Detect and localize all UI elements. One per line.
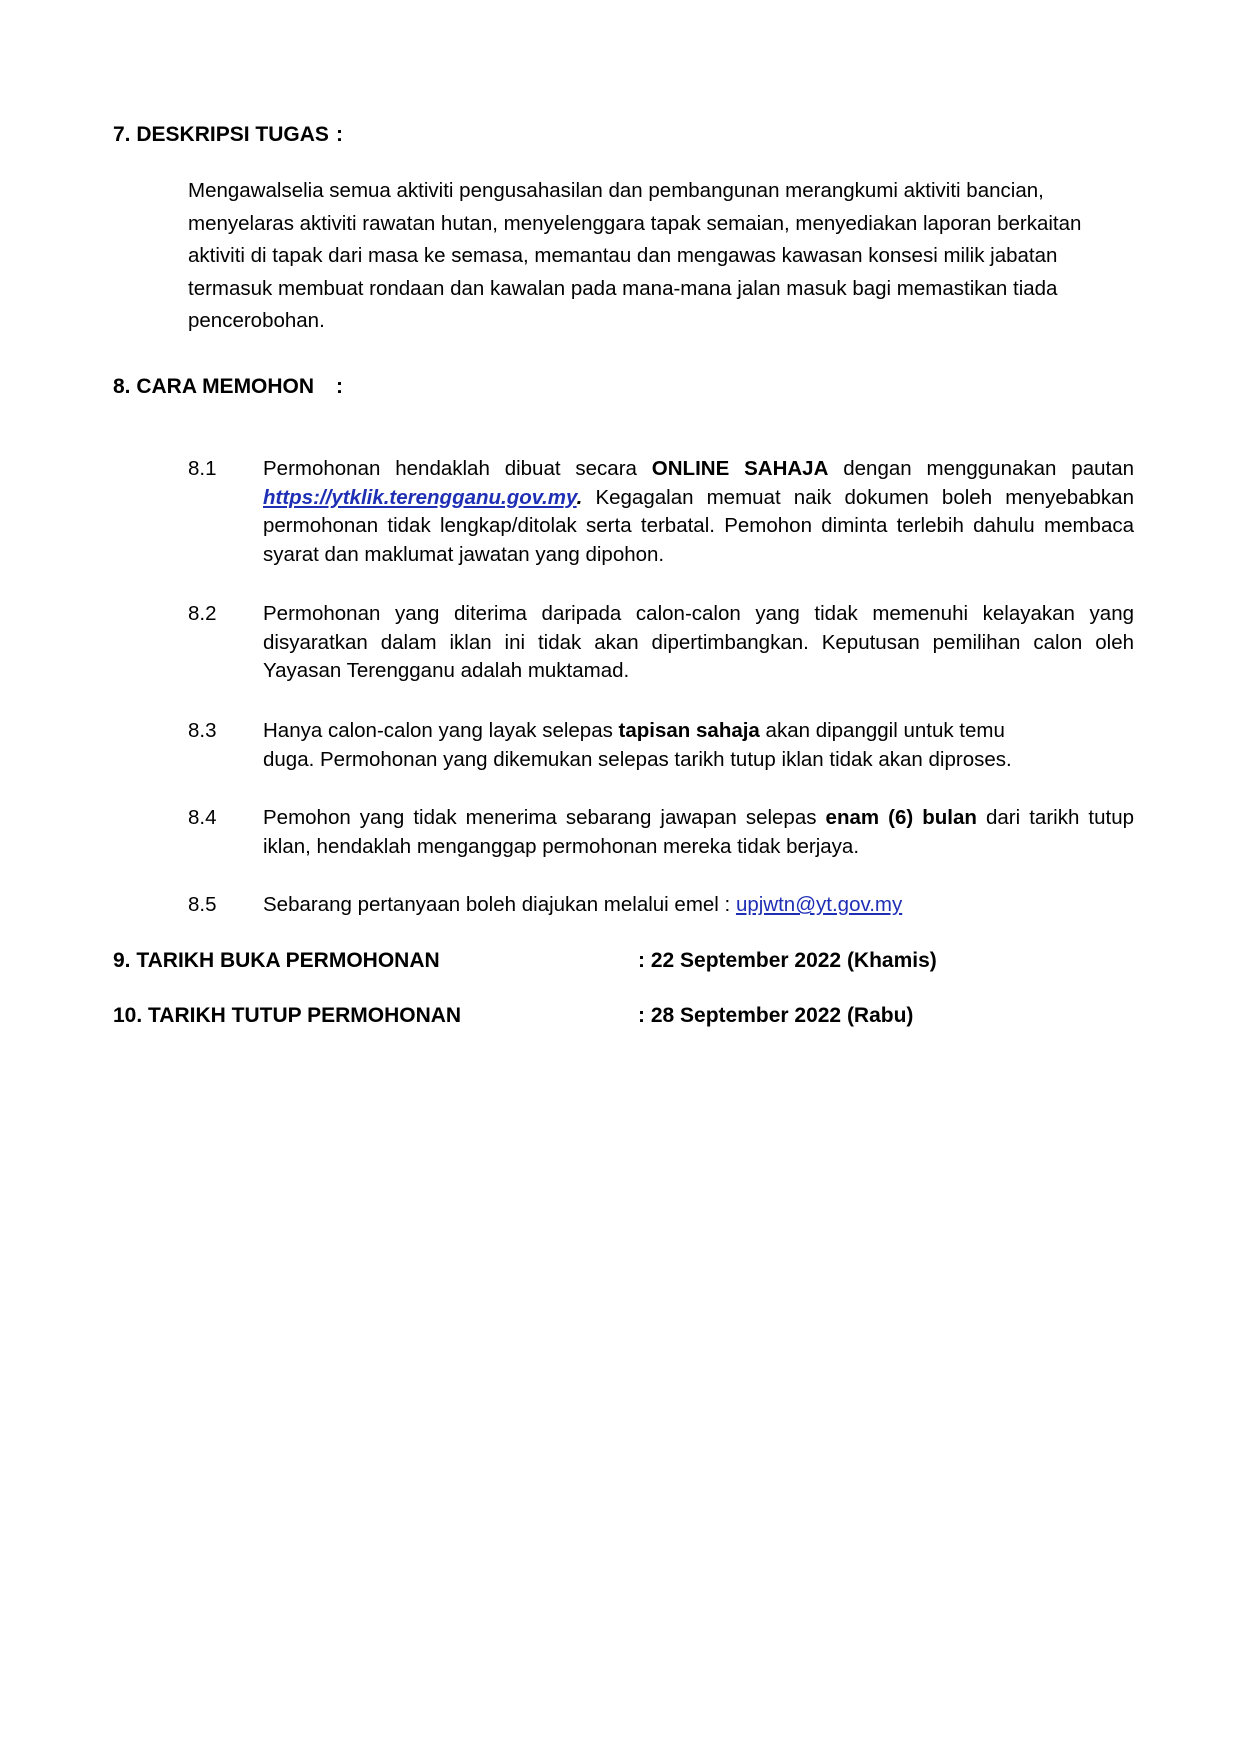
close-date-label: 10. TARIKH TUTUP PERMOHONAN (113, 1004, 462, 1027)
text-run: Sebarang pertanyaan boleh diajukan melalui emel : (263, 893, 736, 916)
tapisan-sahaja-bold: tapisan sahaja (618, 719, 760, 742)
section-7-heading (113, 122, 343, 148)
item-text: Permohonan yang diterima daripada calon-calon yang tidak memenuhi kelayakan yang disyaratkan dalam iklan ini tidak akan dipertimbangkan. Keputusan pemilihan calon oleh Yayasan Terengganu adalah muktamad. (263, 602, 1134, 682)
text-run: akan dipanggil untuk temu (759, 719, 1005, 742)
text-run: duga. Permohonan yang dikemukan selepas tarikh tutup iklan tidak akan diproses. (263, 747, 1012, 771)
contact-email-link[interactable]: upjwtn@yt.gov.my (735, 893, 903, 916)
section-7-colon: : (336, 123, 343, 146)
item-text (263, 455, 1134, 569)
enam-bulan-bold: enam (6) bulan (825, 806, 977, 829)
text-run: Kegagalan memuat naik dokumen boleh menyebabkan permohonan tidak lengkap/ditolak serta terbatal. Pemohon diminta terlebih dahulu membaca syarat dan maklumat jawatan yang dipohon. (263, 485, 1134, 566)
section-7-description (188, 175, 1088, 338)
description-line: termasuk membuat rondaan dan kawalan pada mana-mana jalan masuk bagi memastikan tiada (188, 276, 1058, 300)
description-line: aktiviti di tapak dari masa ke semasa, memantau dan mengawas kawasan konsesi milik jabatan (188, 244, 1058, 267)
item-8-4 (188, 804, 1134, 861)
item-number: 8.1 (188, 457, 217, 480)
text-run: dari tarikh tutup iklan, hendaklah menganggap permohonan mereka tidak berjaya. (263, 806, 1135, 858)
description-line: pencerobohan. (188, 309, 325, 332)
text-run: dengan menggunakan pautan (828, 457, 1134, 480)
item-text (263, 804, 1134, 861)
item-8-5 (188, 891, 1134, 920)
open-date-label: 9. TARIKH BUKA PERMOHONAN (113, 949, 440, 972)
text-run: Hanya calon-calon yang layak selepas (263, 719, 619, 742)
item-8-3 (188, 717, 1134, 774)
item-8-2 (188, 600, 1134, 686)
item-number: 8.4 (188, 806, 217, 829)
item-number: 8.5 (188, 893, 217, 916)
section-7-title: 7. DESKRIPSI TUGAS (113, 123, 329, 146)
text-run: Pemohon yang tidak menerima sebarang jawapan selepas (263, 806, 826, 829)
section-8-title: 8. CARA MEMOHON (113, 375, 315, 398)
text-run: Permohonan hendaklah dibuat secara (263, 457, 652, 480)
close-date-value: : 28 September 2022 (Rabu) (638, 1004, 914, 1027)
description-line: Mengawalselia semua aktiviti pengusahasilan dan pembangunan merangkumi aktiviti bancian, (188, 179, 1044, 202)
item-8-1 (188, 455, 1134, 569)
item-text (263, 891, 1134, 920)
text-run: . (576, 485, 583, 509)
application-portal-link[interactable]: https://ytklik.terengganu.gov.my (263, 485, 577, 509)
online-sahaja-bold: ONLINE SAHAJA (651, 457, 829, 480)
description-line: menyelaras aktiviti rawatan hutan, menyelenggara tapak semaian, menyediakan laporan berkaitan (188, 211, 1082, 235)
item-number: 8.2 (188, 602, 217, 625)
open-date-value: : 22 September 2022 (Khamis) (638, 949, 937, 972)
section-8-heading (113, 374, 343, 400)
section-8-colon: : (336, 375, 343, 398)
item-number: 8.3 (188, 719, 217, 742)
item-text (263, 717, 1134, 774)
